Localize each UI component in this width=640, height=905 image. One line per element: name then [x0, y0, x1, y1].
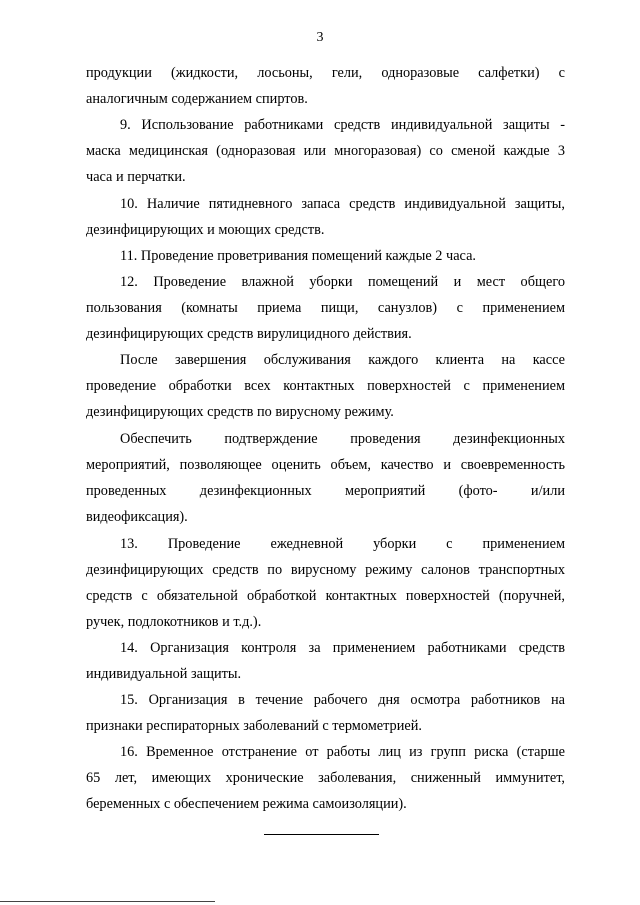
paragraph-12-start: 12. Проведение влажной уборки помещений и мест общего	[120, 274, 565, 290]
paragraph-13-start: 13. Проведение ежедневной уборки с применением	[120, 536, 565, 552]
text-line: проведение обработки всех контактных поверхностей с применением	[86, 378, 565, 394]
text-line: беременных с обеспечением режима самоизоляции).	[86, 796, 407, 812]
end-divider-line	[264, 834, 379, 835]
text-line: продукции (жидкости, лосьоны, гели, одноразовые салфетки) с	[86, 65, 565, 81]
text-line: мероприятий, позволяющее оценить объем, качество и своевременность	[86, 457, 565, 473]
paragraph-16-start: 16. Временное отстранение от работы лиц из групп риска (старше	[120, 744, 565, 760]
paragraph-11: 11. Проведение проветривания помещений каждые 2 часа.	[120, 248, 476, 264]
text-line: дезинфицирующих и моющих средств.	[86, 222, 325, 238]
text-line: 65 лет, имеющих хронические заболевания, сниженный иммунитет,	[86, 770, 565, 786]
text-line: признаки респираторных заболеваний с термометрией.	[86, 718, 422, 734]
text-line: часа и перчатки.	[86, 169, 186, 185]
paragraph-9-start: 9. Использование работниками средств индивидуальной защиты -	[120, 117, 565, 133]
text-line: дезинфицирующих средств вирулицидного действия.	[86, 326, 412, 342]
text-line: маска медицинская (одноразовая или многоразовая) со сменой каждые 3	[86, 143, 565, 159]
paragraph-after-service-start: После завершения обслуживания каждого клиента на кассе	[120, 352, 565, 368]
text-line: индивидуальной защиты.	[86, 666, 242, 682]
paragraph-ensure-start: Обеспечить подтверждение проведения дезинфекционных	[120, 431, 565, 447]
text-line: средств с обязательной обработкой контактных поверхностей (поручней,	[86, 588, 565, 604]
text-line: проведенных дезинфекционных мероприятий (фото- и/или	[86, 483, 565, 499]
text-line: дезинфицирующих средств по вирусному режиму салонов транспортных	[86, 562, 565, 578]
paragraph-14-start: 14. Организация контроля за применением работниками средств	[120, 640, 565, 656]
text-line: дезинфицирующих средств по вирусному режиму.	[86, 404, 394, 420]
paragraph-10-start: 10. Наличие пятидневного запаса средств индивидуальной защиты,	[120, 196, 565, 212]
text-line: видеофиксация).	[86, 509, 188, 525]
text-line: ручек, подлокотников и т.д.).	[86, 614, 262, 630]
page-number: 3	[316, 30, 324, 45]
scan-edge-line	[0, 901, 215, 902]
text-line: пользования (комнаты приема пищи, санузлов) с применением	[86, 300, 565, 316]
paragraph-15-start: 15. Организация в течение рабочего дня осмотра работников на	[120, 692, 565, 708]
text-line: аналогичным содержанием спиртов.	[86, 91, 308, 107]
